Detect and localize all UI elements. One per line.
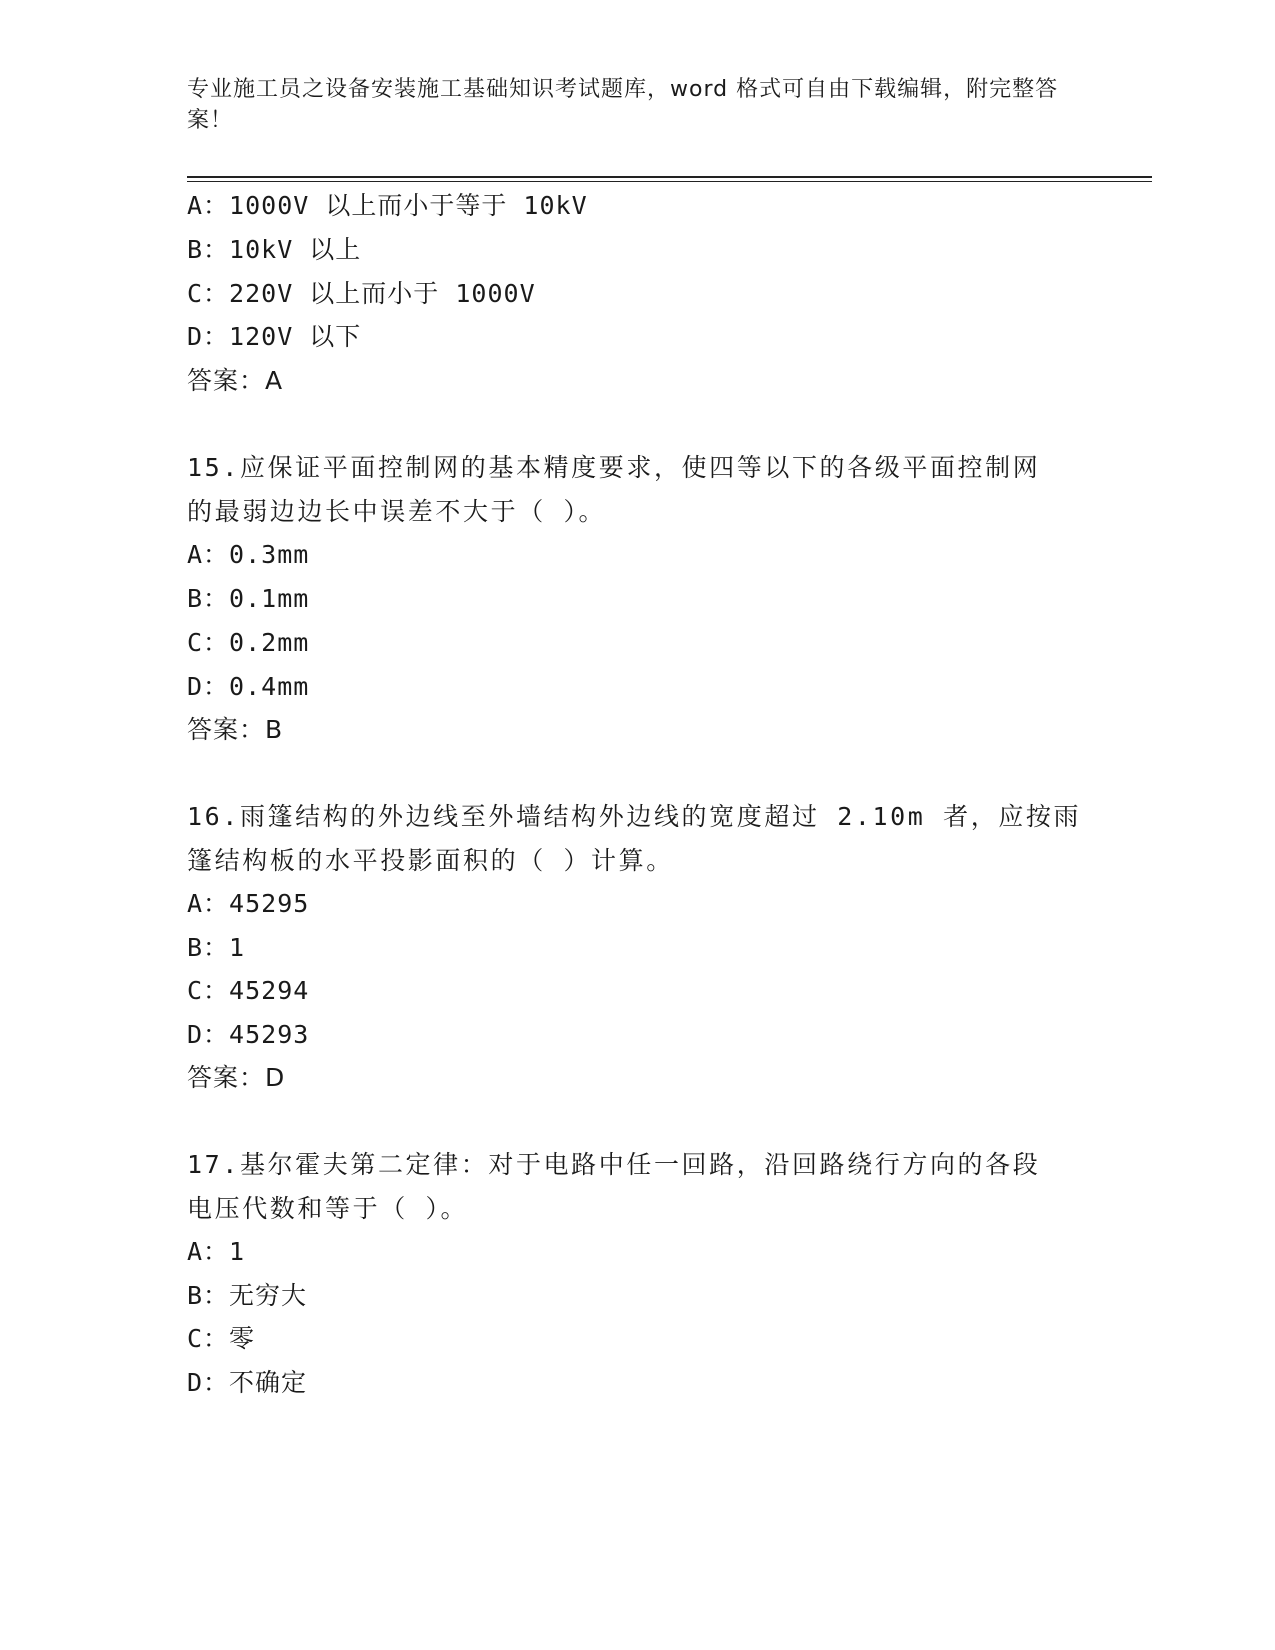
q16-option-b: B：1 xyxy=(187,933,246,962)
q17-option-b: B：无穷大 xyxy=(187,1281,308,1310)
q16-text-line-1: 16.雨篷结构的外边线至外墙结构外边线的宽度超过 2.10m 者，应按雨 xyxy=(187,802,1082,831)
q14-option-b: B：10kV 以上 xyxy=(187,235,362,264)
header-divider xyxy=(187,176,1152,182)
q16-answer: 答案：D xyxy=(187,1063,286,1092)
q14-option-d: D：120V 以下 xyxy=(187,322,362,351)
q17-text-line-2: 电压代数和等于（ ）。 xyxy=(187,1194,469,1223)
page-header: 专业施工员之设备安装施工基础知识考试题库，word 格式可自由下载编辑，附完整答案！ xyxy=(187,77,1059,133)
q15-option-c: C：0.2mm xyxy=(187,628,310,657)
q14-option-c: C：220V 以上而小于 1000V xyxy=(187,279,536,308)
q17-option-d: D：不确定 xyxy=(187,1368,308,1397)
q16-option-d: D：45293 xyxy=(187,1020,310,1049)
q14-option-a: A：1000V 以上而小于等于 10kV xyxy=(187,191,588,220)
q15-option-d: D：0.4mm xyxy=(187,672,310,701)
q15-text-line-2: 的最弱边边长中误差不大于（ ）。 xyxy=(187,497,607,526)
q15-answer: 答案：B xyxy=(187,715,284,744)
q16-text-line-2: 篷结构板的水平投影面积的（ ）计算。 xyxy=(187,846,674,875)
q14-answer: 答案：A xyxy=(187,366,284,395)
q15-text-line-1: 15.应保证平面控制网的基本精度要求，使四等以下的各级平面控制网 xyxy=(187,453,1041,482)
q15-option-a: A：0.3mm xyxy=(187,540,310,569)
q17-text-line-1: 17.基尔霍夫第二定律：对于电路中任一回路，沿回路绕行方向的各段 xyxy=(187,1150,1041,1179)
q17-option-a: A：1 xyxy=(187,1237,246,1266)
q16-option-c: C：45294 xyxy=(187,976,310,1005)
q15-option-b: B：0.1mm xyxy=(187,584,310,613)
q16-option-a: A：45295 xyxy=(187,889,310,918)
q17-option-c: C：零 xyxy=(187,1324,256,1353)
